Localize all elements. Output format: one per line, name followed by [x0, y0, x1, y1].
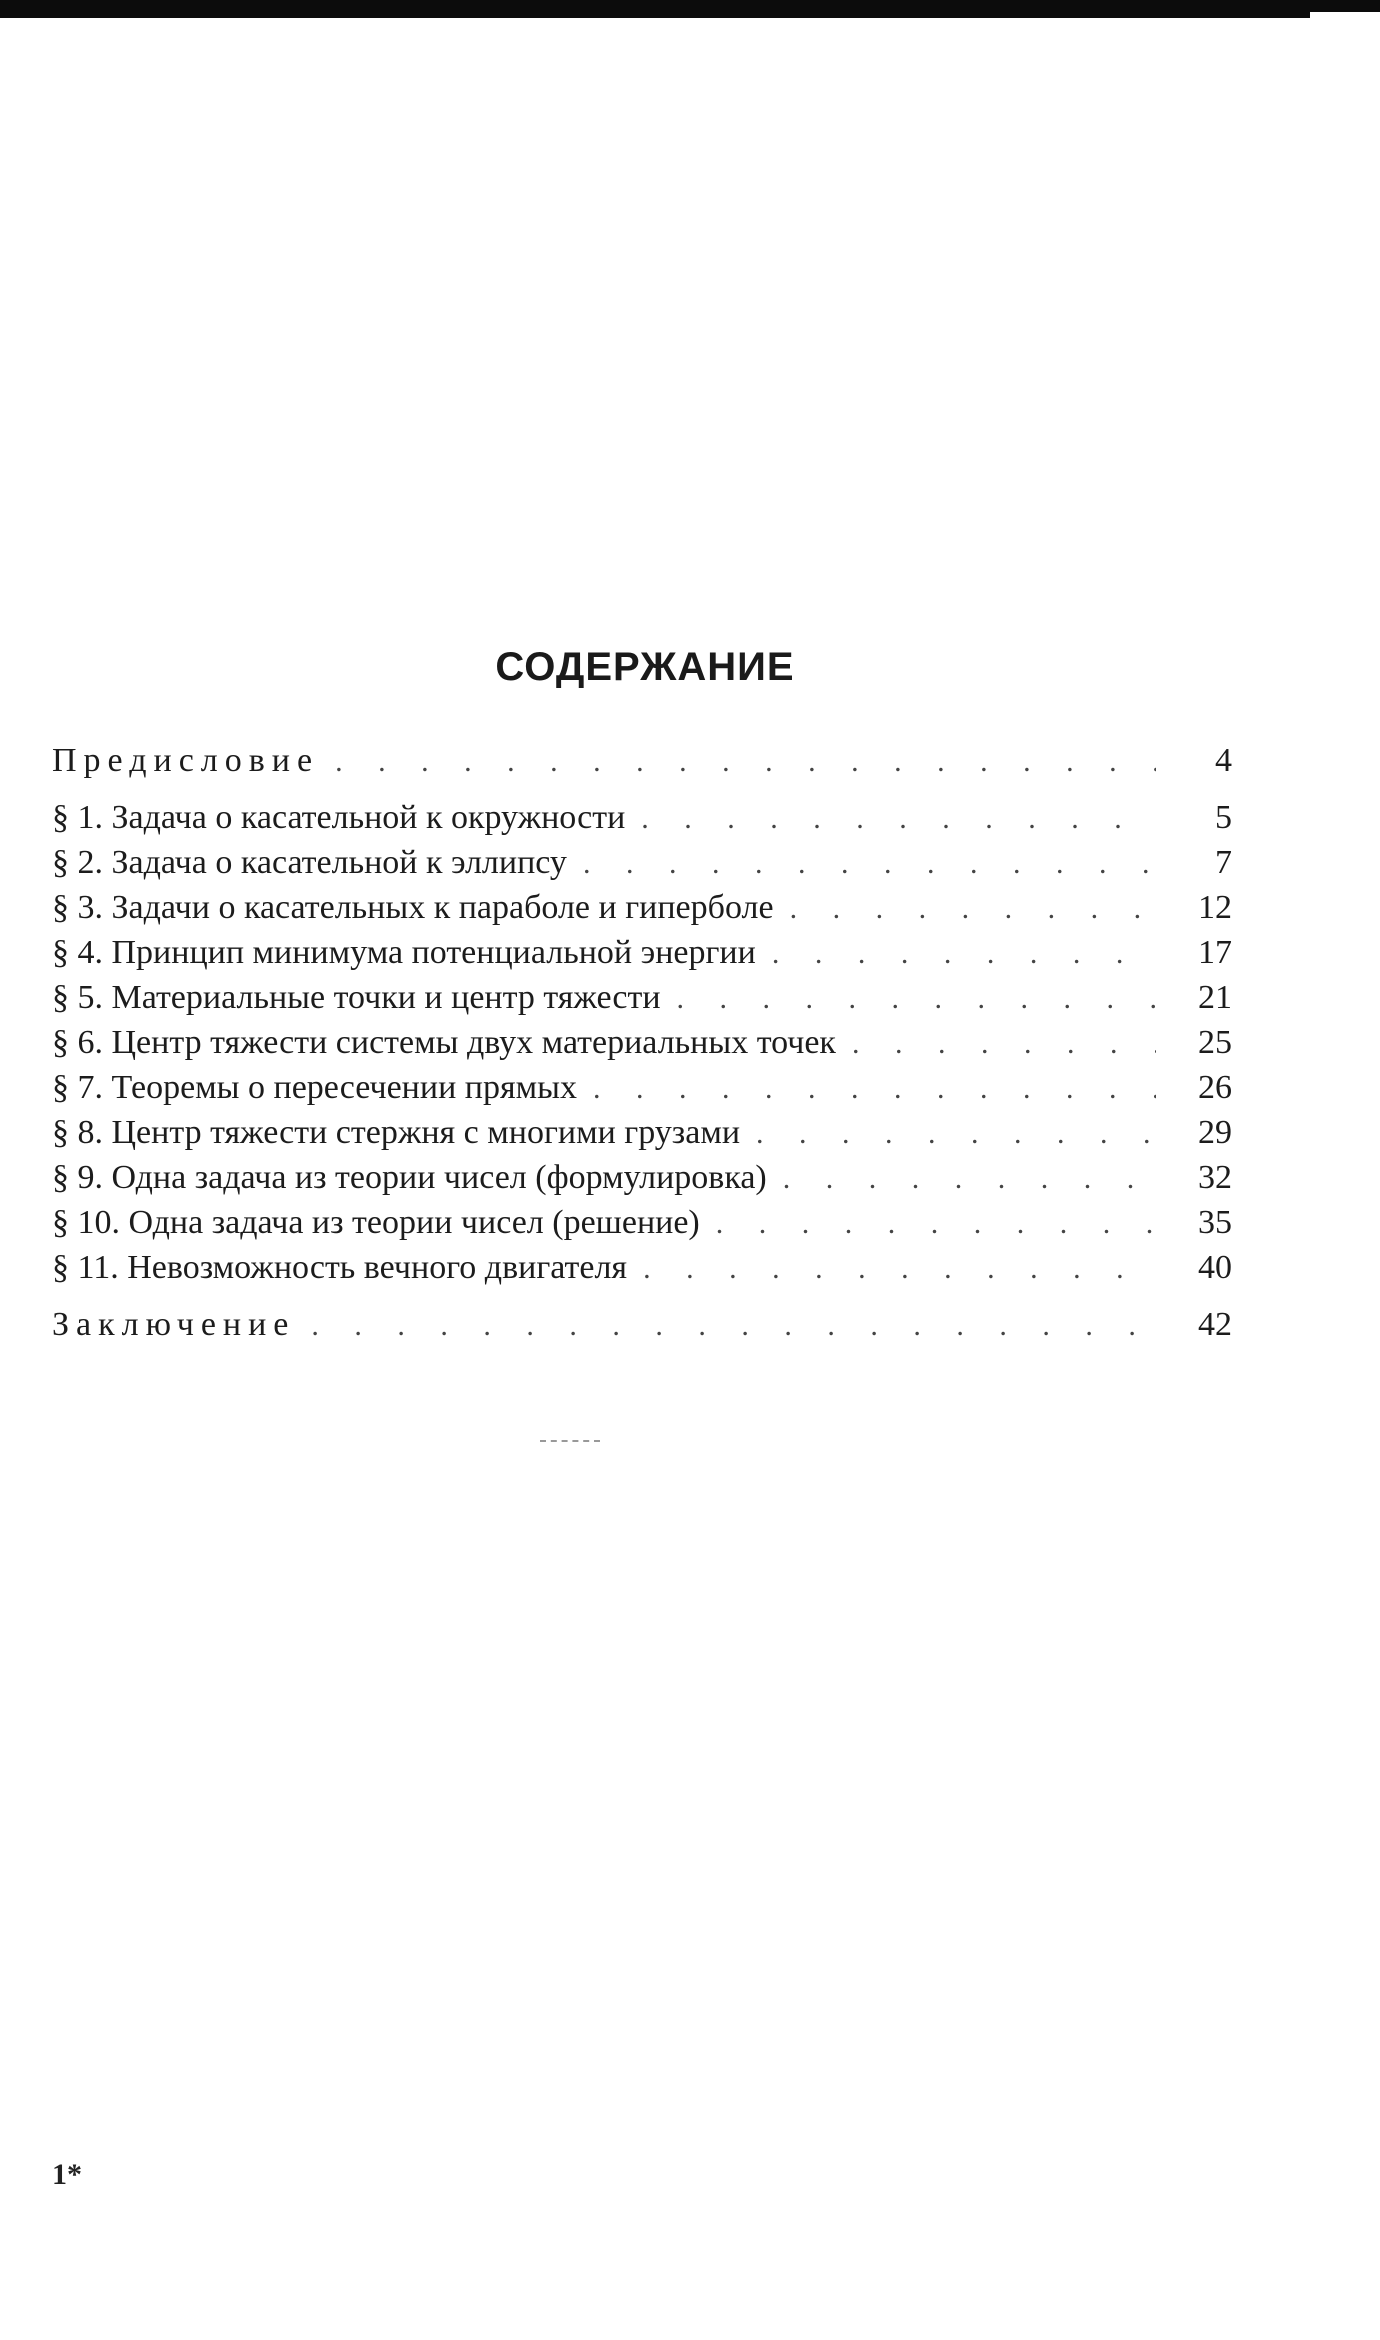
toc-entry-label: § 11. Невозможность вечного двигателя — [52, 1249, 628, 1286]
signature-mark: 1* — [52, 2158, 82, 2191]
toc-entry-page: 5 — [1215, 799, 1232, 836]
toc-entry — [52, 1302, 1232, 1347]
toc-entry — [52, 885, 1232, 930]
toc-entry-label: § 2. Задача о касательной к эллипсу — [52, 844, 567, 881]
toc-entry-label: § 8. Центр тяжести стержня с многими грузами — [52, 1114, 741, 1151]
toc-leader-dots — [772, 931, 1156, 976]
toc-entry — [52, 930, 1232, 975]
scan-top-edge-gap — [1310, 12, 1380, 20]
toc-entry-page: 12 — [1198, 889, 1232, 926]
toc-entry-page: 21 — [1198, 979, 1232, 1016]
toc-entry-page: 25 — [1198, 1024, 1232, 1061]
toc-leader-dots — [716, 1201, 1156, 1246]
toc-entry-page: 26 — [1198, 1069, 1232, 1106]
toc-entry — [52, 1110, 1232, 1155]
toc-leader-dots — [643, 1246, 1156, 1291]
toc-entry — [52, 975, 1232, 1020]
scan-top-edge — [0, 0, 1380, 18]
toc-leader-dots — [335, 739, 1156, 784]
toc-leader-dots — [677, 976, 1156, 1021]
toc-entry — [52, 1245, 1232, 1290]
toc-leader-dots — [593, 1066, 1156, 1111]
toc-entry-label: § 10. Одна задача из теории чисел (решение) — [52, 1204, 700, 1241]
toc-leader-dots — [756, 1111, 1156, 1156]
toc-entry-label: Предисловие — [52, 742, 320, 779]
toc-entry-label: § 1. Задача о касательной к окружности — [52, 799, 626, 836]
toc-entry-label: § 3. Задачи о касательных к параболе и гиперболе — [52, 889, 774, 926]
toc-entry — [52, 795, 1232, 840]
toc-entry — [52, 738, 1232, 783]
toc-entry — [52, 1200, 1232, 1245]
toc-entry-page: 4 — [1215, 742, 1232, 779]
toc-leader-dots — [852, 1021, 1156, 1066]
page-title: СОДЕРЖАНИЕ — [495, 645, 795, 689]
toc-entry-page: 40 — [1198, 1249, 1232, 1286]
toc-entry-label: § 7. Теоремы о пересечении прямых — [52, 1069, 577, 1106]
toc-entry-label: § 4. Принцип минимума потенциальной энергии — [52, 934, 756, 971]
toc-leader-dots — [311, 1303, 1156, 1348]
toc-leader-dots — [783, 1156, 1156, 1201]
toc-entry-page: 42 — [1198, 1306, 1232, 1343]
toc-leader-dots — [583, 841, 1156, 886]
toc-entry — [52, 1155, 1232, 1200]
toc-entry-page: 32 — [1198, 1159, 1232, 1196]
toc-entry-page: 17 — [1198, 934, 1232, 971]
toc-leader-dots — [790, 886, 1156, 931]
toc-entry — [52, 840, 1232, 885]
toc-leader-dots — [641, 796, 1156, 841]
toc-entry — [52, 1020, 1232, 1065]
toc-entry — [52, 1065, 1232, 1110]
toc-entry-page: 7 — [1215, 844, 1232, 881]
toc-entry-page: 29 — [1198, 1114, 1232, 1151]
toc-entry-label: § 6. Центр тяжести системы двух материальных точек — [52, 1024, 836, 1061]
toc-entry-label: Заключение — [52, 1306, 296, 1343]
toc-entry-label: § 9. Одна задача из теории чисел (формулировка) — [52, 1159, 767, 1196]
toc-entry-page: 35 — [1198, 1204, 1232, 1241]
toc-entry-label: § 5. Материальные точки и центр тяжести — [52, 979, 661, 1016]
table-of-contents — [52, 738, 1232, 1347]
end-dash-divider — [540, 1440, 600, 1444]
